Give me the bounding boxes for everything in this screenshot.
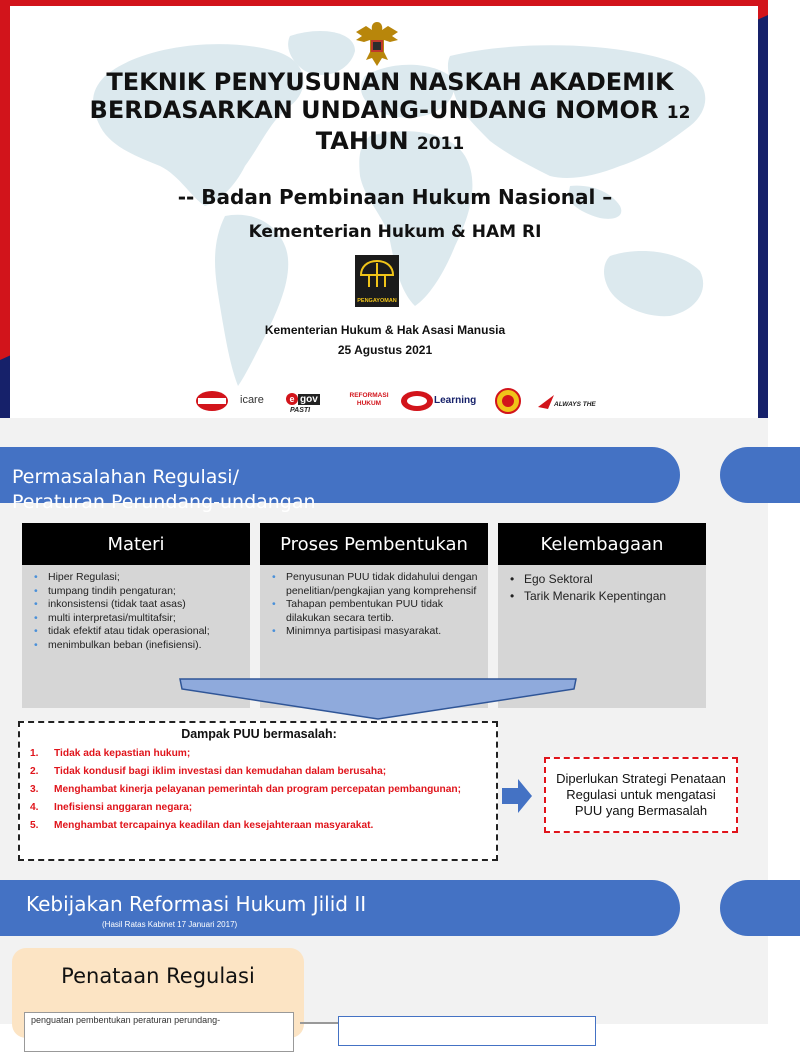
- list-item: • tumpang tindih pengaturan;: [34, 585, 240, 599]
- permasalahan-slide: [0, 433, 768, 866]
- list-item: 3. Menghambat kinerja pelayanan pemerintah dan program percepatan pembangunan;: [30, 784, 462, 795]
- star-badge-icon: [490, 388, 526, 414]
- arrow-right-icon: [502, 779, 532, 813]
- list-item: 1. Tidak ada kepastian hukum;: [30, 748, 191, 759]
- list-item: • Tarik Menarik Kepentingan: [510, 588, 696, 605]
- dampak-box: [18, 721, 498, 861]
- column-header-proses: Proses Pembentukan: [260, 523, 488, 565]
- box-content: penguatan pembentukan peraturan perundang-: [24, 1012, 294, 1052]
- slide-header-bar: [0, 880, 680, 936]
- pengayoman-tree-icon: [355, 255, 399, 293]
- header-accent-pill: [720, 447, 800, 503]
- list-item: • Ego Sektoral: [510, 571, 696, 588]
- pengayoman-logo: [355, 255, 399, 307]
- list-item: • Tahapan pembentukan PUU tidak dilakukan secara tertib.: [272, 598, 478, 625]
- title-line-2: BERDASARKAN UNDANG-UNDANG NOMOR 12: [89, 96, 691, 124]
- kebijakan-slide: [0, 866, 768, 1024]
- slide-header-title: Permasalahan Regulasi/ Peraturan Perundang-undangan: [12, 466, 316, 513]
- presentation-subtitle: -- Badan Pembinaan Hukum Nasional –: [177, 185, 613, 209]
- list-item: • multi interpretasi/multitafsir;: [34, 612, 240, 626]
- list-item: 4. Inefisiensi anggaran negara;: [30, 802, 193, 813]
- slide-header-title: Kebijakan Reformasi Hukum Jilid II: [26, 892, 367, 916]
- strategi-box: Diperlukan Strategi Penataan Regulasi untuk mengatasi PUU yang Bermasalah: [544, 757, 738, 833]
- title-line-3: TAHUN 2011: [315, 127, 465, 155]
- ministry-name: Kementerian Hukum & HAM RI: [248, 222, 542, 242]
- slide-header-note: (Hasil Ratas Kabinet 17 Januari 2017): [102, 920, 238, 929]
- egov-logo: e gov PASTI: [286, 389, 320, 414]
- penataan-regulasi-box: [12, 948, 304, 1038]
- list-item: 5. Menghambat tercapainya keadilan dan kesejahteraan masyarakat.: [30, 820, 374, 831]
- dampak-title: Dampak PUU bermasalah:: [181, 727, 337, 741]
- logo-label: PENGAYOMAN: [357, 298, 397, 304]
- column-header-materi: Materi: [22, 523, 250, 565]
- slide-divider: [0, 418, 768, 433]
- list-item: • tidak efektif atau tidak operasional;: [34, 625, 240, 639]
- list-item: • Minimnya partisipasi masyarakat.: [272, 625, 478, 639]
- column-header-kelembagaan: Kelembagaan: [498, 523, 706, 565]
- kemenkumham-badge-icon: [194, 388, 230, 412]
- learning-logo: Learning: [434, 395, 477, 406]
- dampak-list: [30, 747, 488, 832]
- list-item: 2. Tidak kondusif bagi iklim investasi dan kemudahan dalam berusaha;: [30, 766, 387, 777]
- title-slide: [0, 0, 768, 433]
- list-item: • menimbulkan beban (inefisiensi).: [34, 639, 240, 653]
- reformasi-hukum-logo: REFORMASI HUKUM: [349, 392, 389, 407]
- title-card: [10, 6, 758, 418]
- presentation-date: 25 Agustus 2021: [337, 343, 433, 357]
- title-line-1: TEKNIK PENYUSUNAN NASKAH AKADEMIK: [106, 68, 674, 96]
- list-item: • inkonsistensi (tidak taat asas): [34, 598, 240, 612]
- garuda-emblem-icon: [354, 18, 400, 70]
- badge-logo-icon: [400, 390, 434, 412]
- presentation-title: [70, 68, 710, 158]
- icare-logo: icare: [240, 394, 264, 406]
- slide-header-bar: [0, 447, 680, 513]
- org-name: Kementerian Hukum & Hak Asasi Manusia: [264, 323, 506, 337]
- swoosh-icon: [538, 395, 554, 409]
- box-title: Penataan Regulasi: [61, 964, 255, 988]
- list-item: • Hiper Regulasi;: [34, 571, 240, 585]
- partner-logos-row: [194, 388, 614, 414]
- connector-line: [300, 1018, 340, 1028]
- list-item: • Penyusunan PUU tidak didahului dengan penelitian/pengkajian yang komprehensif: [272, 571, 478, 598]
- funnel-arrow-icon: [178, 675, 578, 723]
- header-accent-pill: [720, 880, 800, 936]
- always-the-best-logo: ALWAYS THE: [538, 393, 614, 429]
- right-box: [338, 1016, 596, 1046]
